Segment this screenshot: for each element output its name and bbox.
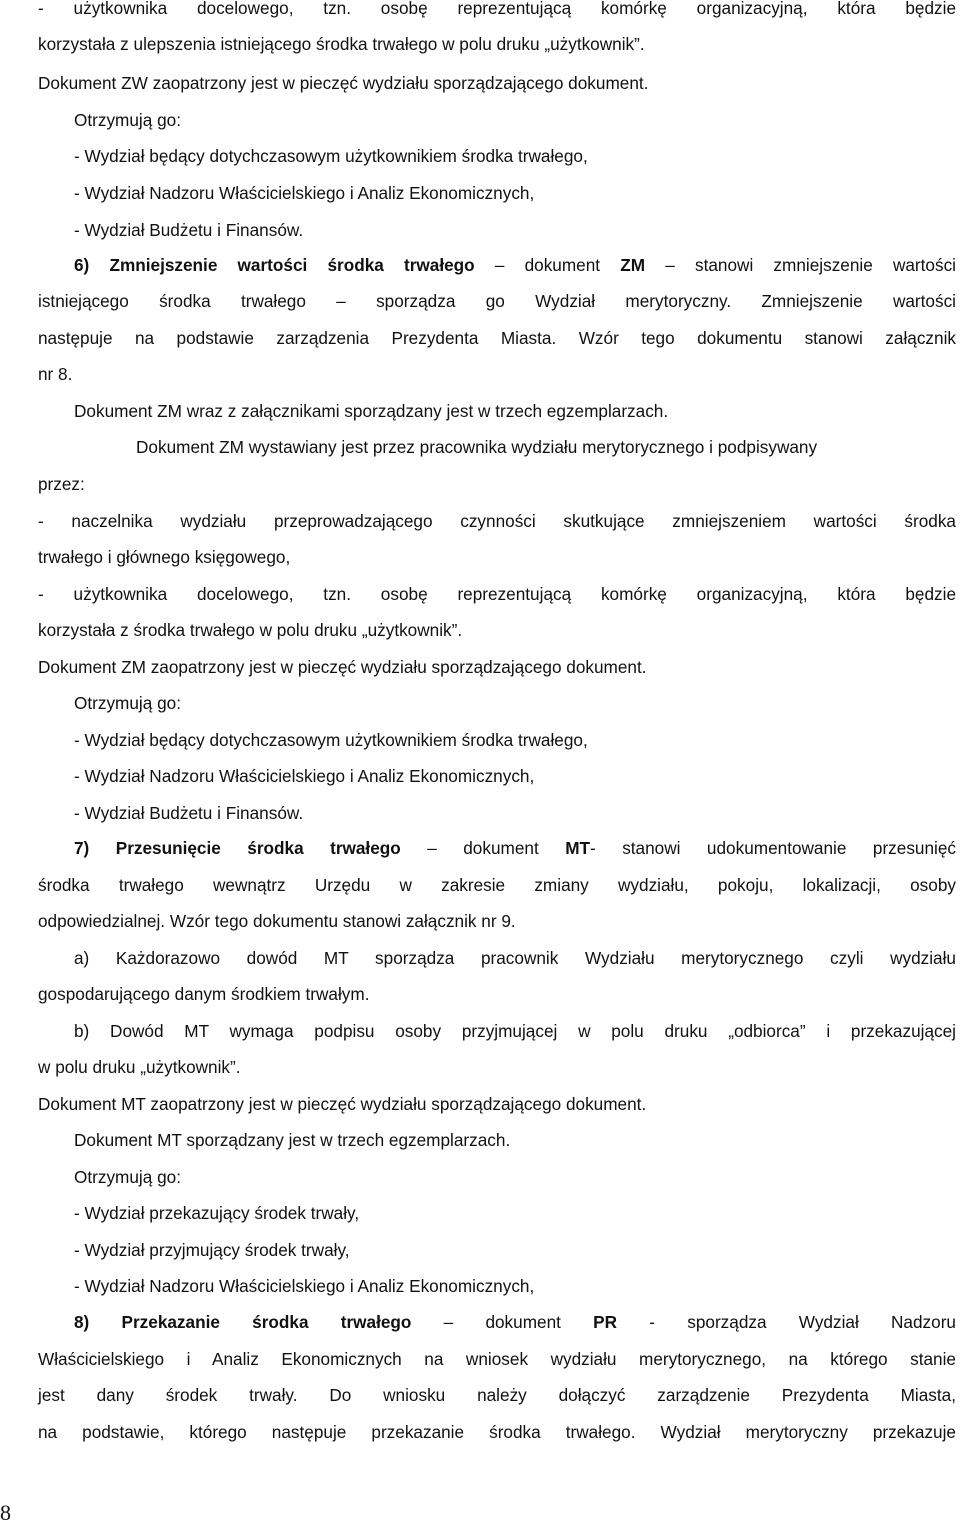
list-item: - użytkownika docelowego, tzn. osobę reprezentującą komórkę organizacyjną, która będzie — [38, 584, 956, 604]
text-line: korzystała z ulepszenia istniejącego środka trwałego w polu druku „użytkownik”. — [38, 34, 645, 54]
page-number: 8 — [0, 1500, 11, 1525]
section-6-heading-line — [74, 255, 956, 275]
text-line: istniejącego środka trwałego – sporządza go Wydział merytoryczny. Zmniejszenie wartości — [38, 291, 956, 311]
text-line: Otrzymują go: — [74, 110, 181, 130]
text-line: Dokument ZM zaopatrzony jest w pieczęć wydziału sporządzającego dokument. — [38, 657, 647, 677]
text-line: gospodarującego danym środkiem trwałym. — [38, 984, 370, 1004]
text-line: przez: — [38, 474, 85, 494]
list-item: - Wydział przyjmujący środek trwały, — [74, 1240, 350, 1260]
text-line: Dokument MT zaopatrzony jest w pieczęć wydziału sporządzającego dokument. — [38, 1094, 647, 1114]
text-line: Dokument ZM wraz z załącznikami sporządzany jest w trzech egzemplarzach. — [74, 401, 669, 421]
list-item: a) Każdorazowo dowód MT sporządza pracownik Wydziału merytorycznego czyli wydziału — [74, 948, 956, 968]
section-7-separator: – dokument — [400, 838, 566, 858]
section-7-code: MT — [565, 838, 591, 858]
list-item: - Wydział Nadzoru Właścicielskiego i Analiz Ekonomicznych, — [74, 1276, 535, 1296]
list-item: - Wydział będący dotychczasowym użytkownikiem środka trwałego, — [74, 730, 588, 750]
text-line: korzystała z środka trwałego w polu druku „użytkownik”. — [38, 620, 463, 640]
list-item: - Wydział przekazujący środek trwały, — [74, 1203, 360, 1223]
text-line: Otrzymują go: — [74, 693, 181, 713]
text-line: odpowiedzialnej. Wzór tego dokumentu stanowi załącznik nr 9. — [38, 911, 516, 931]
text-line: w polu druku „użytkownik”. — [38, 1057, 241, 1077]
section-6-separator: – dokument — [474, 255, 621, 275]
section-8-rest: - sporządza Wydział Nadzoru — [617, 1312, 956, 1332]
text-line: na podstawie, którego następuje przekazanie środka trwałego. Wydział merytoryczny przekazuje — [38, 1422, 956, 1442]
text-line: Właścicielskiego i Analiz Ekonomicznych na wniosek wydziału merytorycznego, na którego stanie — [38, 1349, 956, 1369]
section-6-code: ZM — [620, 255, 646, 275]
list-item: - Wydział będący dotychczasowym użytkownikiem środka trwałego, — [74, 146, 588, 166]
section-7-rest: - stanowi udokumentowanie przesunięć — [590, 838, 957, 858]
section-6-rest: – stanowi zmniejszenie wartości — [645, 255, 956, 275]
text-line: nr 8. — [38, 364, 73, 384]
section-8-separator: – dokument — [411, 1312, 594, 1332]
list-item: - Wydział Budżetu i Finansów. — [74, 803, 304, 823]
text-line: Otrzymują go: — [74, 1167, 181, 1187]
text-line: następuje na podstawie zarządzenia Prezydenta Miasta. Wzór tego dokumentu stanowi załącznik — [38, 328, 956, 348]
list-item: - Wydział Budżetu i Finansów. — [74, 220, 304, 240]
section-8-code: PR — [593, 1312, 618, 1332]
list-item: - naczelnika wydziału przeprowadzającego czynności skutkujące zmniejszeniem wartości środka — [38, 511, 956, 531]
text-line: Dokument MT sporządzany jest w trzech egzemplarzach. — [74, 1130, 511, 1150]
section-7-heading: 7) Przesunięcie środka trwałego — [74, 838, 401, 858]
text-line: - użytkownika docelowego, tzn. osobę reprezentującą komórkę organizacyjną, która będzie — [38, 0, 956, 18]
text-line: trwałego i głównego księgowego, — [38, 547, 291, 567]
text-line: Dokument ZM wystawiany jest przez pracownika wydziału merytorycznego i podpisywany — [136, 437, 818, 457]
section-7-heading-line — [74, 838, 956, 858]
list-item: b) Dowód MT wymaga podpisu osoby przyjmującej w polu druku „odbiorca” i przekazującej — [74, 1021, 956, 1041]
text-line: Dokument ZW zaopatrzony jest w pieczęć wydziału sporządzającego dokument. — [38, 73, 649, 93]
list-item: - Wydział Nadzoru Właścicielskiego i Analiz Ekonomicznych, — [74, 183, 535, 203]
section-8-heading-line — [74, 1312, 956, 1332]
text-line: środka trwałego wewnątrz Urzędu w zakresie zmiany wydziału, pokoju, lokalizacji, osoby — [38, 875, 956, 895]
section-6-heading: 6) Zmniejszenie wartości środka trwałego — [74, 255, 475, 275]
list-item: - Wydział Nadzoru Właścicielskiego i Analiz Ekonomicznych, — [74, 766, 535, 786]
section-8-heading: 8) Przekazanie środka trwałego — [74, 1312, 412, 1332]
text-line: jest dany środek trwały. Do wniosku należy dołączyć zarządzenie Prezydenta Miasta, — [38, 1385, 956, 1405]
